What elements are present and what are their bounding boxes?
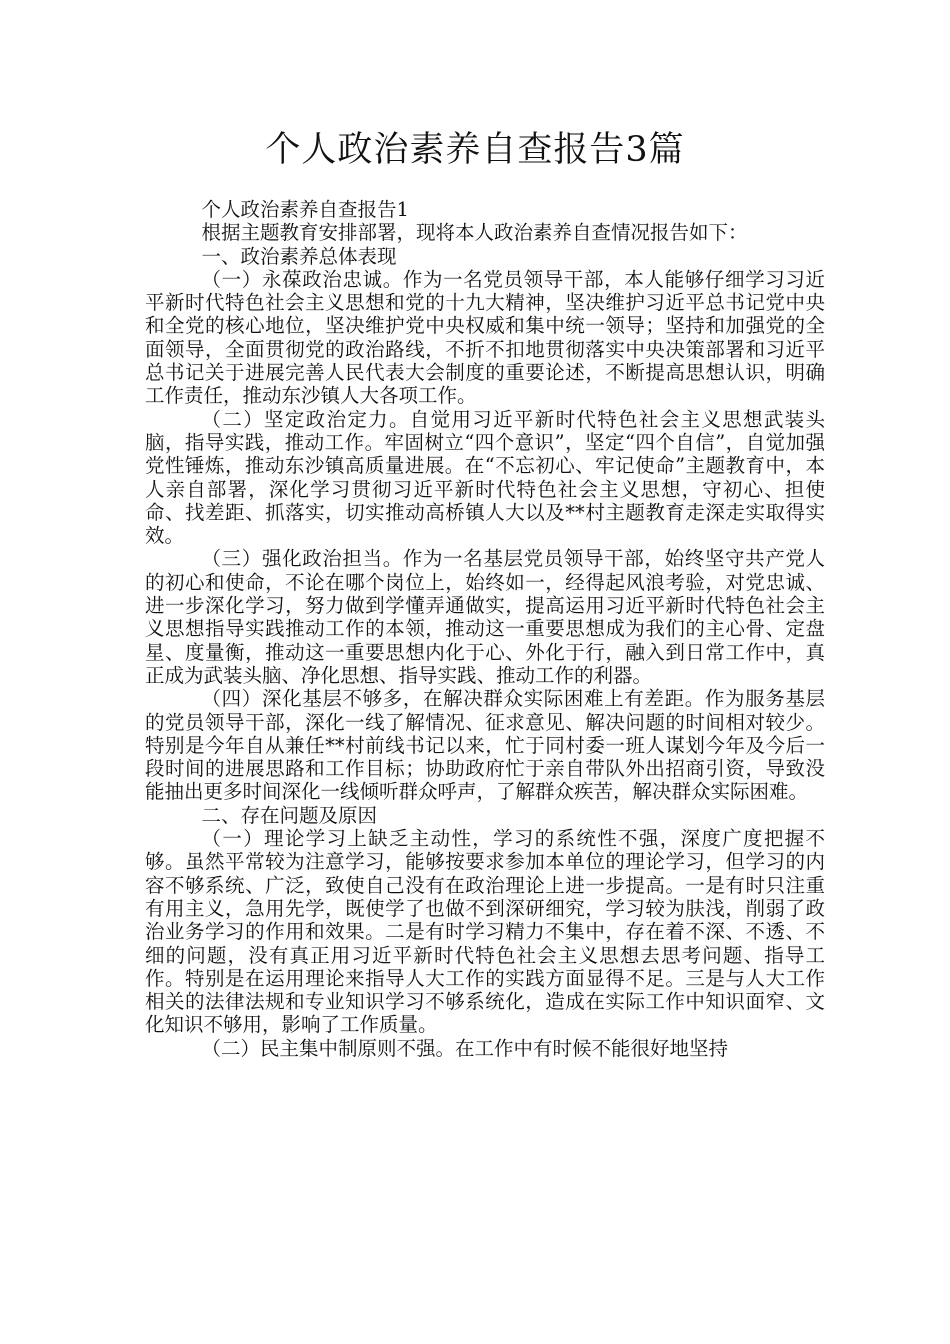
- paragraph-responsibility: （三）强化政治担当。作为一名基层党员领导干部，始终坚守共产党人的初心和使命，不论在哪个岗位上，始终如一，经得起风浪考验，对党忠诚、进一步深化学习，努力做到学懂弄通做实，提高运用习近平新时代特色社会主义思想指导实践推动工作的本领，推动这一重要思想成为我们的主心骨、定盘星、度量衡，推动这一重要思想内化于心、外化于行，融入到日常工作中，真正成为武装头脑、净化思想、指导实践、推动工作的利器。: [145, 547, 825, 687]
- document-body: [145, 198, 825, 1060]
- section-heading-problems: 二、存在问题及原因: [201, 803, 378, 827]
- intro-paragraph: 根据主题教育安排部署，现将本人政治素养自查情况报告如下：: [201, 221, 748, 245]
- paragraph-theory-study: （一）理论学习上缺乏主动性，学习的系统性不强，深度广度把握不够。虽然平常较为注意学习，能够按要求参加本单位的理论学习，但学习的内容不够系统、广泛，致使自己没有在政治理论上进一步提高。一是有时只注重有用主义，急用先学，既使学了也做不到深研细究，学习较为肤浅，削弱了政治业务学习的作用和效果。二是有时学习精力不集中，存在着不深、不透、不细的问题，没有真正用习近平新时代特色社会主义思想去思考问题、指导工作。特别是在运用理论来指导人大工作的实践方面显得不足。三是与人大工作相关的法律法规和专业知识学习不够系统化，造成在实际工作中知识面窄、文化知识不够用，影响了工作质量。: [145, 827, 825, 1037]
- document-title: 个人政治素养自查报告3篇: [265, 130, 685, 170]
- paragraph-democratic-centralism: （二）民主集中制原则不强。在工作中有时候不能很好地坚持: [201, 1036, 729, 1060]
- section-heading-report-1: 个人政治素养自查报告1: [201, 198, 409, 221]
- paragraph-determination: （二）坚定政治定力。自觉用习近平新时代特色社会主义思想武装头脑，指导实践，推动工作。牢固树立“四个意识”，坚定“四个自信”，自觉加强党性锤炼，推动东沙镇高质量进展。在“不忘初心、牢记使命”主题教育中，本人亲自部署，深化学习贯彻习近平新时代特色社会主义思想，守初心、担使命、找差距、抓落实，切实推动高桥镇人大以及**村主题教育走深走实取得实效。: [145, 407, 825, 548]
- paragraph-loyalty: （一）永葆政治忠诚。作为一名党员领导干部，本人能够仔细学习习近平新时代特色社会主义思想和党的十九大精神，坚决维护习近平总书记党中央和全党的核心地位，坚决维护党中央权威和集中统一领导；坚持和加强党的全面领导，全面贯彻党的政治路线，不折不扣地贯彻落实中央决策部署和习近平总书记关于进展完善人民代表大会制度的重要论述，不断提高思想认识，明确工作责任，推动东沙镇人大各项工作。: [145, 267, 825, 408]
- section-heading-overall: 一、政治素养总体表现: [201, 244, 397, 268]
- paragraph-grassroots: （四）深化基层不够多，在解决群众实际困难上有差距。作为服务基层的党员领导干部，深化一线了解情况、征求意见、解决问题的时间相对较少。特别是今年自从兼任**村前线书记以来，忙于同村委一班人谋划今年及今后一段时间的进展思路和工作目标；协助政府忙于亲自带队外出招商引资，导致没能抽出更多时间深化一线倾听群众呼声，了解群众疾苦，解决群众实际困难。: [145, 687, 825, 804]
